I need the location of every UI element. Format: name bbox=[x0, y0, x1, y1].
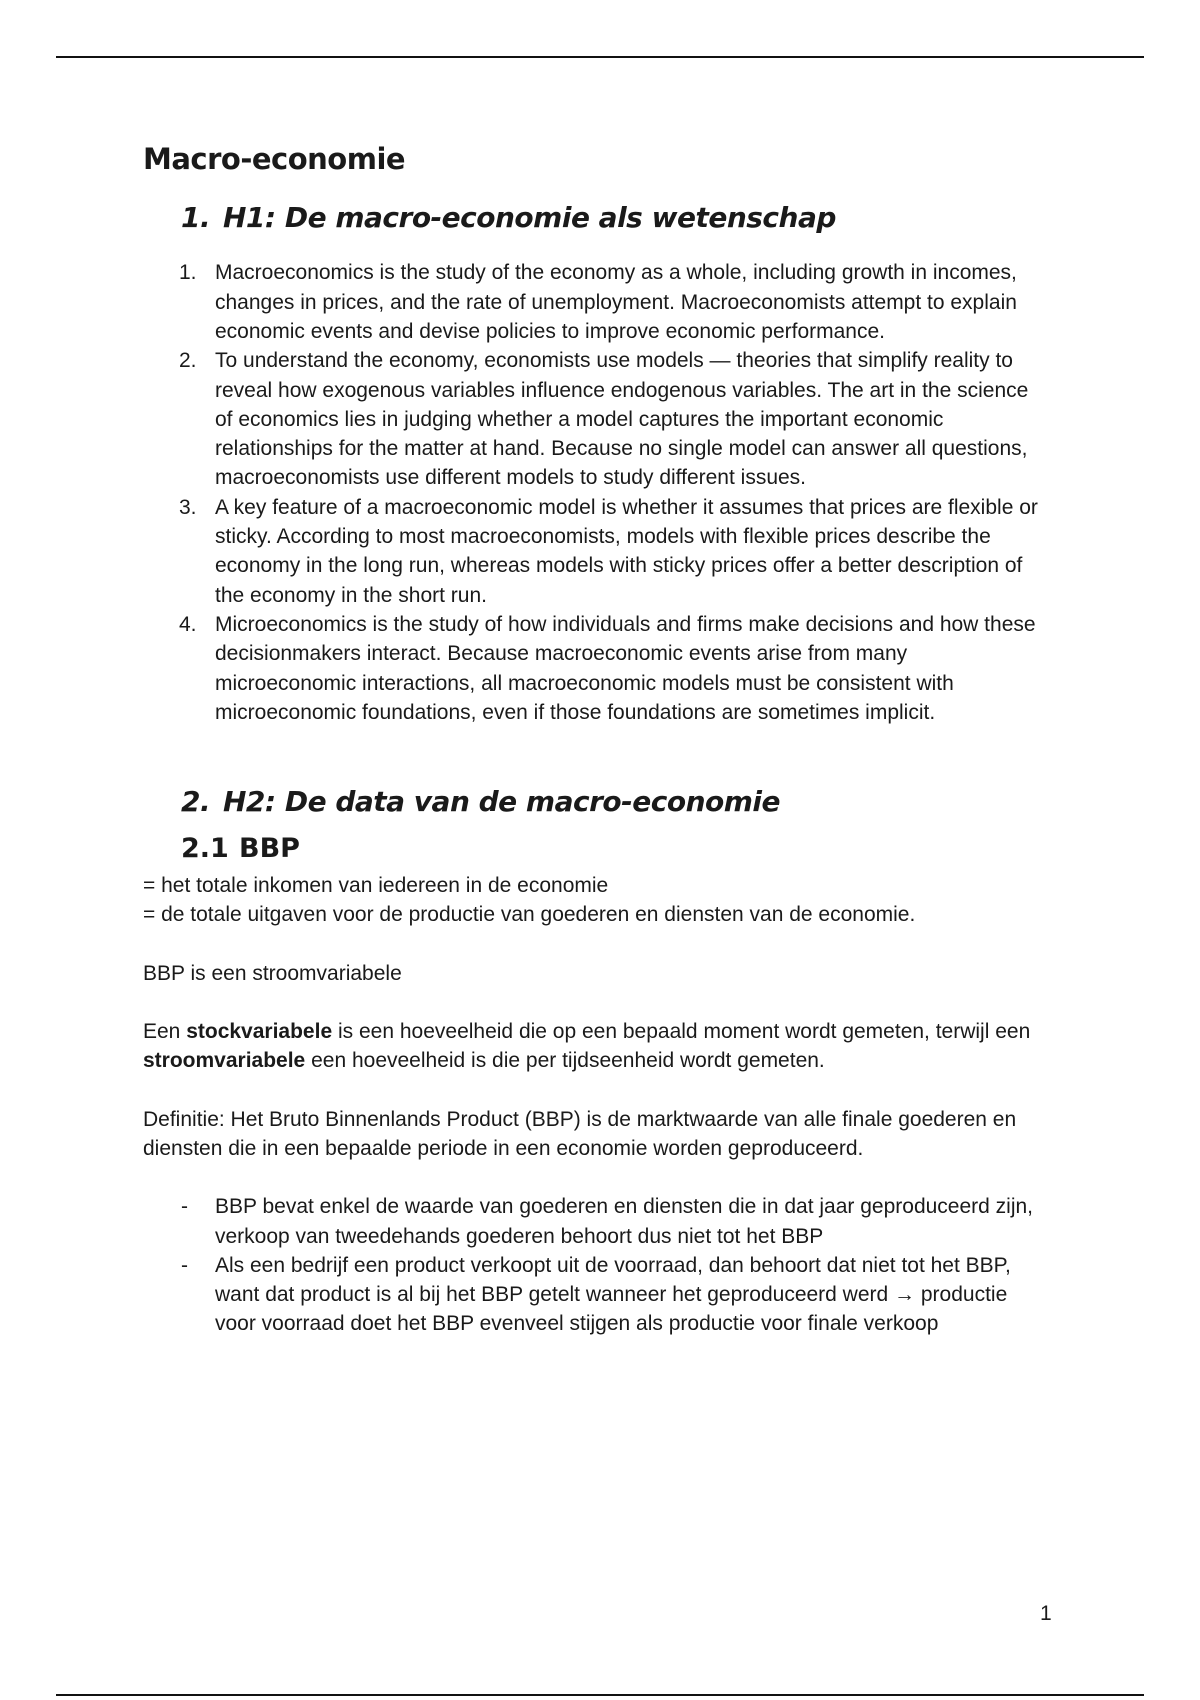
list-marker: 3. bbox=[179, 495, 197, 519]
subsection-title: BBP bbox=[239, 832, 300, 864]
bbp-definition-line: = de totale uitgaven voor de productie van goederen en diensten van de economie. bbox=[143, 903, 916, 927]
bbp-formal-definition: Definitie: Het Bruto Binnenlands Product (BBP) is de marktwaarde van alle finale goederen en diensten die in een bepaalde periode in een economie worden geproduceerd. bbox=[143, 1107, 1017, 1160]
summary-list bbox=[143, 258, 1073, 727]
subsection-heading bbox=[143, 833, 1073, 865]
section-heading-2 bbox=[143, 785, 1073, 819]
section-number: 2. bbox=[181, 785, 211, 819]
list-marker: - bbox=[181, 1253, 188, 1277]
list-item bbox=[143, 610, 1073, 727]
list-item-text: BBP bevat enkel de waarde van goederen en diensten die in dat jaar geproduceerd zijn, verkoop van tweedehands goederen behoort dus niet tot het BBP bbox=[215, 1195, 1034, 1248]
list-item-text: Als een bedrijf een product verkoopt uit de voorraad, dan behoort dat niet tot het BBP, want dat product is al bij het BBP getelt wanneer het geproduceerd werd → productie voor voorraad doet het BBP evenveel stijgen als productie voor finale verkoop bbox=[215, 1253, 1011, 1336]
bbp-flow-statement: BBP is een stroomvariabele bbox=[143, 961, 402, 985]
subsection-number: 2.1 bbox=[181, 832, 229, 864]
section-heading-1 bbox=[143, 201, 1073, 235]
section-title: H1: De macro-economie als wetenschap bbox=[223, 200, 836, 234]
section-title: H2: De data van de macro-economie bbox=[223, 785, 781, 819]
bbp-definition-line: = het totale inkomen van iedereen in de economie bbox=[143, 874, 609, 898]
term-stockvariabele: stockvariabele bbox=[186, 1020, 333, 1044]
document-title: Macro-economie bbox=[143, 142, 406, 176]
list-item bbox=[143, 1251, 1073, 1339]
list-marker: 2. bbox=[179, 349, 197, 373]
list-item bbox=[143, 493, 1073, 610]
term-stroomvariabele: stroomvariabele bbox=[143, 1049, 306, 1073]
header-rule bbox=[56, 56, 1144, 58]
stock-flow-definition: Een stockvariabele is een hoeveelheid die op een bepaald moment wordt gemeten, terwijl een stroomvariabele een hoeveelheid is die per tijdseenheid wordt gemeten. bbox=[143, 1020, 1031, 1073]
list-item bbox=[143, 258, 1073, 346]
list-marker: 4. bbox=[179, 612, 197, 636]
list-item bbox=[143, 346, 1073, 492]
list-item bbox=[143, 1192, 1073, 1251]
footer-rule bbox=[56, 1694, 1144, 1696]
page-content bbox=[143, 142, 1073, 1339]
bbp-notes-list bbox=[143, 1192, 1073, 1338]
list-item-text: Macroeconomics is the study of the economy as a whole, including growth in incomes, changes in prices, and the rate of unemployment. Macroeconomists attempt to explain economic events and devise policies to improve economic performance. bbox=[215, 261, 1017, 343]
list-marker: - bbox=[181, 1195, 188, 1219]
list-marker: 1. bbox=[179, 261, 197, 285]
section-number: 1. bbox=[181, 200, 211, 234]
list-item-text: To understand the economy, economists use models — theories that simplify reality to reveal how exogenous variables influence endogenous variables. The art in the science of economics lies in judging whether a model captures the important economic relationships for the matter at hand. Because no single model can answer all questions, macroeconomists use different models to study different issues. bbox=[215, 349, 1029, 490]
list-item-text: A key feature of a macroeconomic model is whether it assumes that prices are flexible or sticky. According to most macroeconomists, models with flexible prices describe the economy in the long run, whereas models with sticky prices offer a better description of the economy in the short run. bbox=[215, 495, 1038, 607]
list-item-text: Microeconomics is the study of how individuals and firms make decisions and how these decisionmakers interact. Because macroeconomic events arise from many microeconomic interactions, all macroeconomic models must be consistent with microeconomic foundations, even if those foundations are sometimes implicit. bbox=[215, 612, 1036, 724]
page-number: 1 bbox=[1040, 1602, 1052, 1625]
